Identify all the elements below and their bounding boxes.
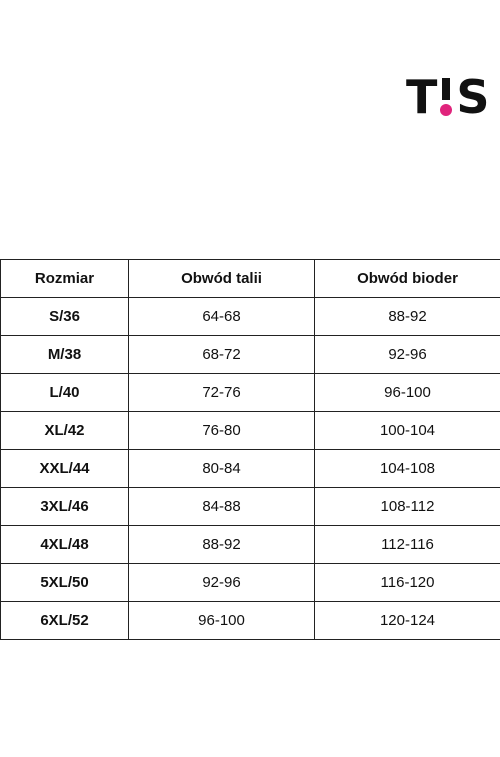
table-row <box>1 412 500 450</box>
table-row <box>1 336 500 374</box>
size-cell: 4XL/48 <box>1 526 129 564</box>
logo-exclamation-bar <box>442 78 450 100</box>
table-row <box>1 374 500 412</box>
waist-cell: 88-92 <box>129 526 315 564</box>
header-hips: Obwód bioder <box>315 260 500 298</box>
logo-pink-dot <box>440 104 452 116</box>
size-cell: 5XL/50 <box>1 564 129 602</box>
hips-cell: 100-104 <box>315 412 500 450</box>
table-row <box>1 298 500 336</box>
logo-letter-t: T <box>406 70 438 124</box>
waist-cell: 92-96 <box>129 564 315 602</box>
table-row <box>1 526 500 564</box>
header-waist: Obwód talii <box>129 260 315 298</box>
size-cell: S/36 <box>1 298 129 336</box>
size-cell: L/40 <box>1 374 129 412</box>
brand-logo <box>406 70 500 124</box>
size-cell: 3XL/46 <box>1 488 129 526</box>
size-chart-table <box>0 259 500 640</box>
waist-cell: 80-84 <box>129 450 315 488</box>
hips-cell: 104-108 <box>315 450 500 488</box>
hips-cell: 96-100 <box>315 374 500 412</box>
hips-cell: 92-96 <box>315 336 500 374</box>
hips-cell: 120-124 <box>315 602 500 640</box>
hips-cell: 88-92 <box>315 298 500 336</box>
hips-cell: 116-120 <box>315 564 500 602</box>
header-size: Rozmiar <box>1 260 129 298</box>
table-row <box>1 564 500 602</box>
waist-cell: 84-88 <box>129 488 315 526</box>
logo-exclamation-mark <box>439 74 453 118</box>
size-cell: 6XL/52 <box>1 602 129 640</box>
size-cell: XXL/44 <box>1 450 129 488</box>
table-row <box>1 450 500 488</box>
waist-cell: 72-76 <box>129 374 315 412</box>
size-cell: M/38 <box>1 336 129 374</box>
logo-letter-s: S <box>456 70 490 124</box>
waist-cell: 64-68 <box>129 298 315 336</box>
waist-cell: 76-80 <box>129 412 315 450</box>
hips-cell: 112-116 <box>315 526 500 564</box>
table-row <box>1 602 500 640</box>
table-row <box>1 488 500 526</box>
hips-cell: 108-112 <box>315 488 500 526</box>
waist-cell: 68-72 <box>129 336 315 374</box>
size-cell: XL/42 <box>1 412 129 450</box>
waist-cell: 96-100 <box>129 602 315 640</box>
table-header-row <box>1 260 500 298</box>
